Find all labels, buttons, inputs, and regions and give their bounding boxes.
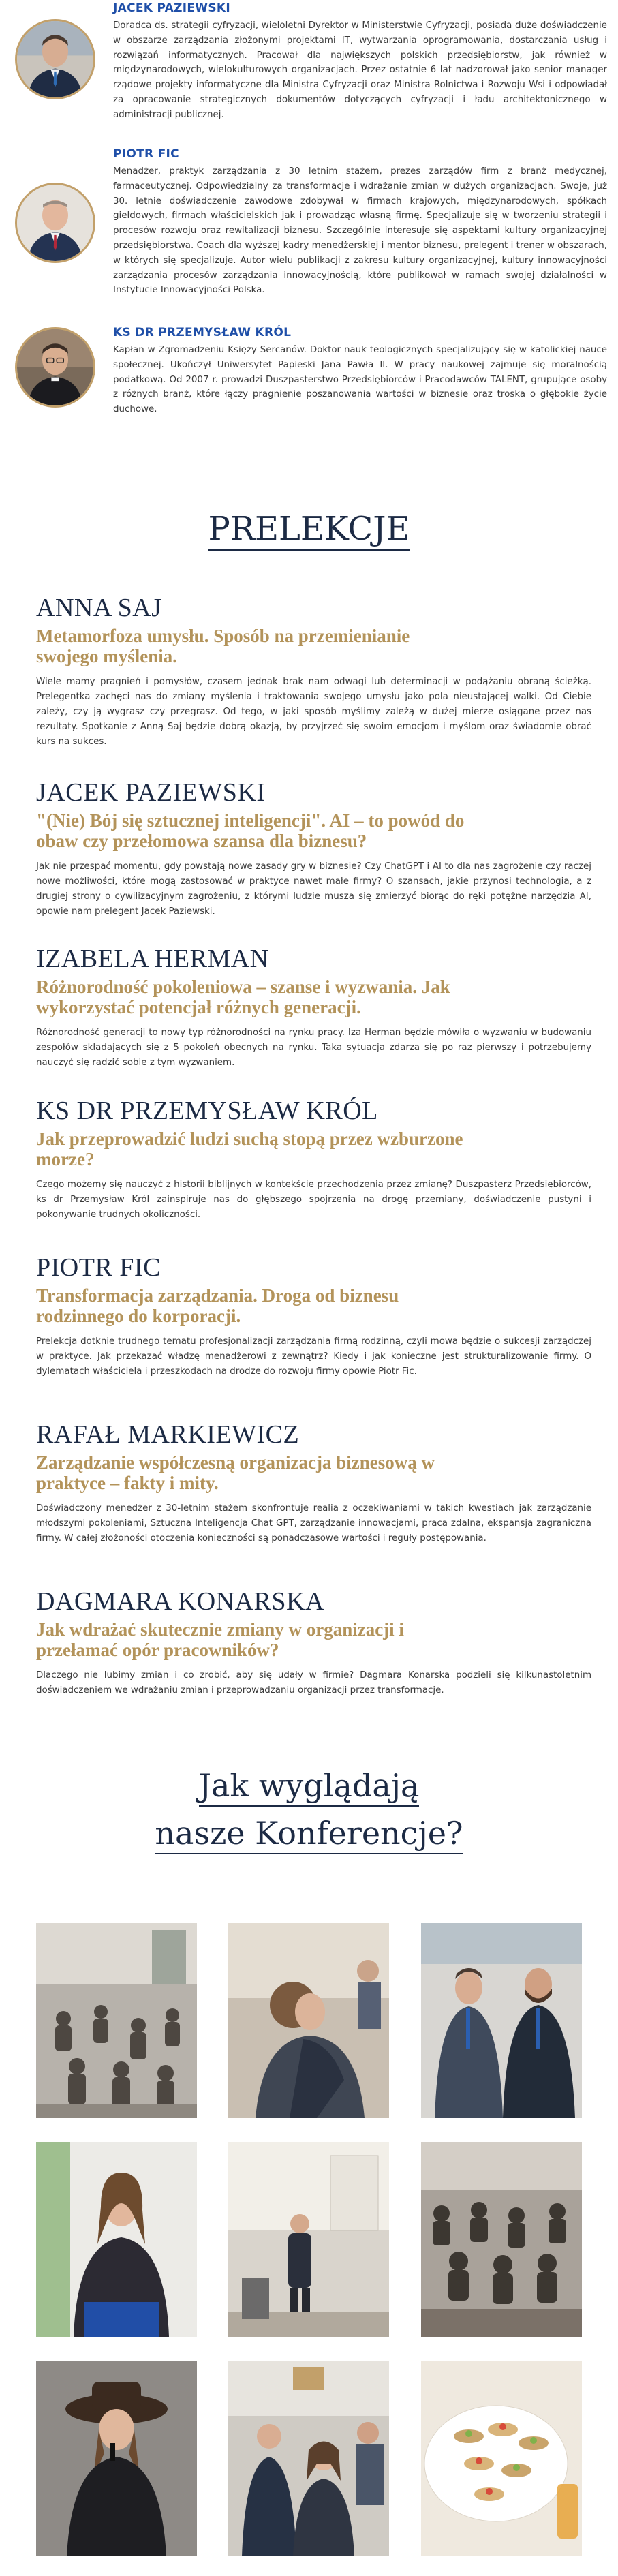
gallery-photo-speaker-woman[interactable] bbox=[36, 2142, 197, 2337]
bio-text: Doradca ds. strategii cyfryzacji, wieloletni Dyrektor w Ministerstwie Cyfryzacji, posiada duże doświadczenie w obszarze zarządzania złożonymi projektami IT, wytwarzania oprogramowania, dostarczania usług i rozwiązań informatycznych. Pracował dla największych polskich przedsiębiorstw, jak również w międzynarodowych, wielokulturowych organizacjach. Przez ostatnie 6 lat nadzorował jako senior manager rządowe projekty informatyczne dla Ministra Cyfryzacji oraz Ministra Rolnictwa i Rozwoju Wsi i odpowiadał za opracowanie strategicznych dokumentów dotyczących cyfryzacji i ładu architektonicznego w administracji publicznej. bbox=[113, 20, 607, 120]
gallery-photo-audience[interactable] bbox=[36, 1923, 197, 2118]
lecture-speaker: DAGMARA KONARSKA bbox=[36, 1587, 324, 1616]
lecture-speaker: IZABELA HERMAN bbox=[36, 945, 269, 973]
lecture-speaker: KS DR PRZEMYSŁAW KRÓL bbox=[36, 1097, 378, 1125]
lecture-speaker: RAFAŁ MARKIEWICZ bbox=[36, 1420, 300, 1449]
lecture-description: Wiele mamy pragnień i pomysłów, czasem jednak brak nam odwagi lub determinacji w podążaniu obraną ścieżką. Prelegentka zachęci nas do zmiany myślenia i traktowania swojego umysłu jako pola nieustającej walki. Od Ciebie zależy, czy ją wygrasz czy przegrasz. Od tego, w jaki sposób myślimy zależą w dużej mierze osiągane przez nas rezultaty. Spotkanie z Anną Saj będzie dobrą okazją, by przyjrzeć się swoim emocjom i myślom oraz świadomie obrać kurs na sukces. bbox=[36, 677, 591, 747]
gallery-title-line1: Jak wyglądają bbox=[199, 1767, 420, 1807]
lecture-title: Metamorfoza umysłu. Sposób na przemienianie swojego myślenia. bbox=[36, 626, 410, 666]
lecture-item bbox=[36, 779, 595, 919]
speaker-photo bbox=[15, 327, 95, 408]
portrait-image bbox=[17, 21, 93, 97]
section-title-prelekcje bbox=[0, 510, 618, 548]
gallery-title-line2: nasze Konferencje? bbox=[155, 1815, 463, 1854]
portrait-image bbox=[17, 329, 93, 405]
lecture-title: Zarządzanie współczesną organizacja biznesową w praktyce – fakty i mity. bbox=[36, 1452, 435, 1493]
lecture-item bbox=[36, 1421, 595, 1546]
speaker-photo bbox=[15, 19, 95, 99]
gallery-photo-networking[interactable] bbox=[228, 2361, 389, 2556]
bio-text: Kapłan w Zgromadzeniu Księży Sercanów. Doktor nauk teologicznych specjalizujący się w katolickiej nauce społecznej. Ukończył Uniwersytet Papieski Jana Pawła II. W pracy naukowej zajmuje się moralnością podatkową. Od 2007 r. prowadzi Duszpasterstwo Przedsiębiorców i Pracodawców TALENT, grupujące osoby z różnych branż, które łączy pragnienie poszanowania wartości w biznesie oraz troska o głębokie życie duchowe. bbox=[113, 345, 607, 415]
lecture-item bbox=[36, 594, 595, 750]
lecture-title: Różnorodność pokoleniowa – szanse i wyzwania. Jak wykorzystać potencjał różnych generacji. bbox=[36, 977, 450, 1017]
lecture-title: "(Nie) Bój się sztucznej inteligencji". AI – to powód do obaw czy przełomowa szansa dla biznesu? bbox=[36, 810, 465, 851]
lecture-item bbox=[36, 1254, 595, 1379]
bio-name: PIOTR FIC bbox=[113, 147, 179, 161]
lecture-description: Dlaczego nie lubimy zmian i co zrobić, aby się udały w firmie? Dagmara Konarska podzieli się kilkunastoletnim doświadczeniem we wdrażaniu zmian i przeprowadzaniu organizacji przez transformacje. bbox=[36, 1670, 591, 1696]
lecture-description: Różnorodność generacji to nowy typ różnorodności na rynku pracy. Iza Herman będzie mówiła o wyzwaniu w budowaniu zespołów składających się z 5 pokoleń obecnych na rynku. Taka sytuacja zdarza się po raz pierwszy i potrzebujemy nauczyć się radzić sobie z tym wyzwaniem. bbox=[36, 1028, 591, 1068]
gallery-photo-catering[interactable] bbox=[421, 2361, 582, 2556]
speaker-photo bbox=[15, 183, 95, 263]
section-title-text: PRELEKCJE bbox=[208, 510, 410, 551]
bio-name: KS DR PRZEMYSŁAW KRÓL bbox=[113, 326, 292, 339]
gallery-photo-conversation[interactable] bbox=[421, 1923, 582, 2118]
lecture-title: Transformacja zarządzania. Droga od biznesu rodzinnego do korporacji. bbox=[36, 1285, 399, 1326]
lecture-description: Czego możemy się nauczyć z historii biblijnych w kontekście przechodzenia przez zmianę? Duszpasterz Przedsiębiorców, ks dr Przemysław Król zainspiruje nas do głębszego spojrzenia na drogę przemiany, doświadczenie pustyni i pokonywanie trudnych okoliczności. bbox=[36, 1180, 591, 1220]
lecture-speaker: PIOTR FIC bbox=[36, 1253, 161, 1282]
section-title-gallery bbox=[0, 1762, 618, 1857]
bio-text: Menadżer, praktyk zarządzania z 30 letnim stażem, prezes zarządów firm z branż medycznej, farmaceutycznej. Odpowiedzialny za transformacje i wdrażanie zmian w dużych organizacjach. Swoje, już 30. letnie doświadczenie zawodowe zdobywał w firmach krajowych, międzynarodowych, spółkach giełdowych, firmach właścicielskich jak i prowadząc własną firmę. Specjalizuje się w tworzeniu strategii i procesów rozwoju oraz rewitalizacji biznesu. Szczególnie interesuje się aspektami kultury organizacyjnej przedsiębiorstwa. Coach dla wyższej kadry menedżerskiej i mentor biznesu, prelegent i trener w obszarach, w których się specjalizuje. Autor wielu publikacji z zakresu kultury organizacyjnej, kultury innowacyjności zarządzania procesów zarządzania innowacyjnością, które publikował w ramach swojej działalności w Instytucie Innowacyjności Polska. bbox=[113, 166, 607, 296]
gallery-photo-stage[interactable] bbox=[228, 2142, 389, 2337]
lecture-description: Doświadczony menedżer z 30-letnim stażem skonfrontuje realia z oczekiwaniami w takich kwestiach jak zarządzanie młodszymi pokoleniami, Sztuczna Inteligencja Chat GPT, zarządzanie innowacjami, praca zdalna, ekspansja zagraniczna firmy. W całej złożoności otoczenia konieczności są ponadczasowe wartości i reguły postępowania. bbox=[36, 1503, 591, 1544]
lecture-speaker: JACEK PAZIEWSKI bbox=[36, 778, 266, 807]
gallery-photo-audience-wide[interactable] bbox=[421, 2142, 582, 2337]
bio-name: JACEK PAZIEWSKI bbox=[113, 1, 230, 15]
lecture-title: Jak przeprowadzić ludzi suchą stopą przez wzburzone morze? bbox=[36, 1129, 463, 1169]
lecture-description: Jak nie przespać momentu, gdy powstają nowe zasady gry w biznesie? Czy ChatGPT i AI to dla nas zagrożenie czy raczej nowe możliwości, które mogą zastosować w praktyce nawet małe firmy? O szansach, jakie przynosi technologia, a z drugiej strony o cywilizacyjnym zagrożeniu, z którymi ludzie musza się zmierzyć biorąc do ręki potężne narzędzia AI, opowie nam prelegent Jacek Paziewski. bbox=[36, 861, 591, 917]
lecture-description: Prelekcja dotknie trudnego tematu profesjonalizacji zarządzania firmą rodzinną, czyli mowa będzie o sukcesji zarządczej w praktyce. Jak przekazać władzę menadżerowi z zewnątrz? Kiedy i jak konieczne jest strukturalizowanie firmy. O dylematach właściciela i przeszkodach na drodze do rozwoju firmy opowie Piotr Fic. bbox=[36, 1336, 591, 1377]
lecture-title: Jak wdrażać skutecznie zmiany w organizacji i przełamać opór pracowników? bbox=[36, 1619, 404, 1660]
portrait-image bbox=[17, 185, 93, 261]
lecture-item bbox=[36, 1097, 595, 1223]
lecture-speaker: ANNA SAJ bbox=[36, 594, 162, 622]
lecture-item bbox=[36, 945, 595, 1071]
gallery-photo-woman-hat[interactable] bbox=[36, 2361, 197, 2556]
lecture-item bbox=[36, 1588, 595, 1698]
gallery-photo-hug[interactable] bbox=[228, 1923, 389, 2118]
